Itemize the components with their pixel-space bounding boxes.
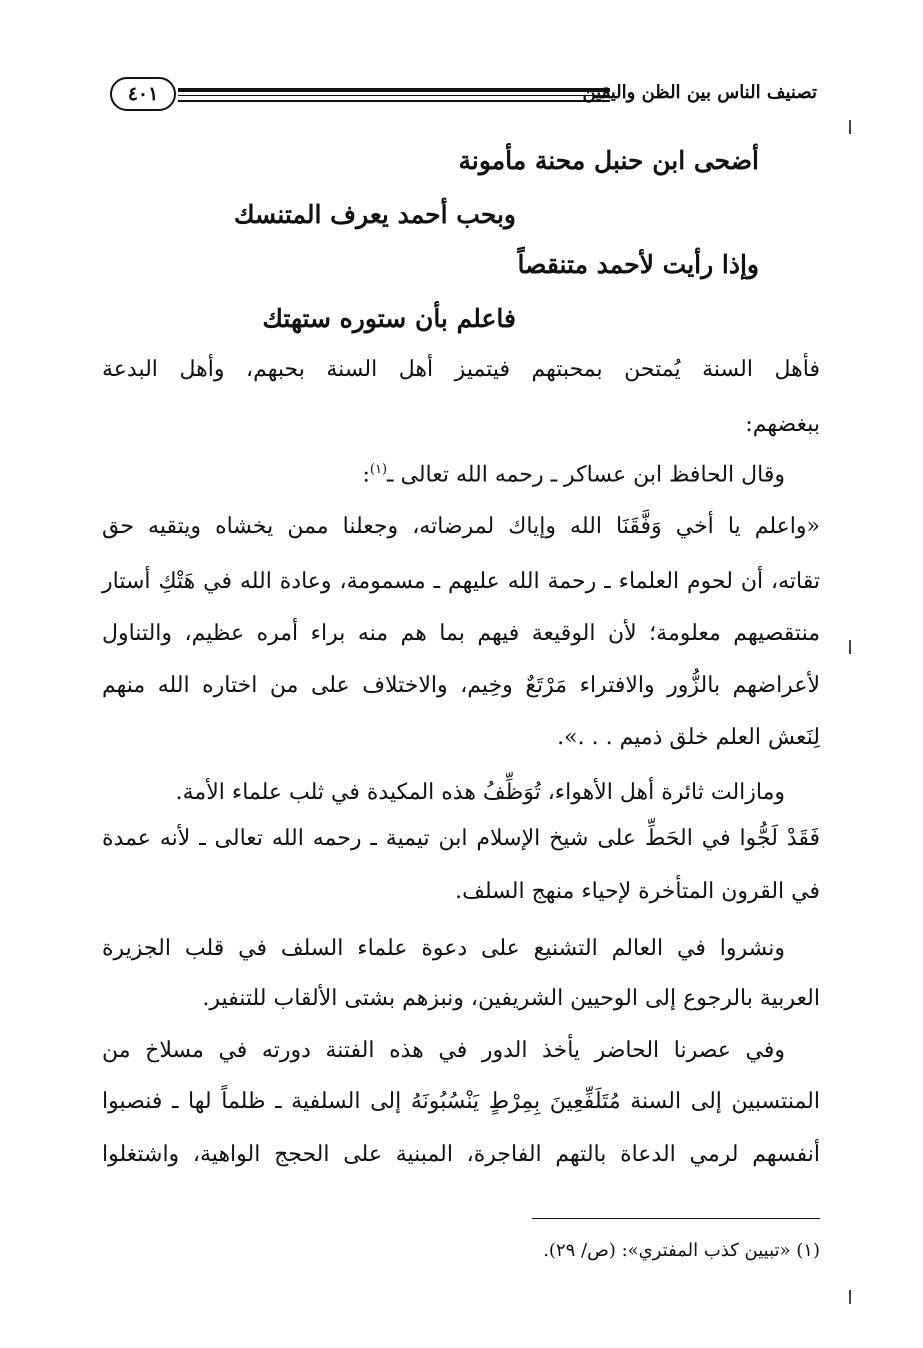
- paragraph-line: في القرون المتأخرة لإحياء منهج السلف.: [455, 879, 820, 904]
- paragraph-line: تقاته، أن لحوم العلماء ـ رحمة الله عليهم ـ مسمومة، وعادة الله في هَتْكِ أستار: [102, 569, 820, 594]
- poem-line: أضحى ابن حنبل محنة مأمونة: [458, 146, 759, 175]
- running-header-title: تصنيف الناس بين الظن واليقين: [582, 82, 817, 103]
- footnote-separator: [532, 1218, 820, 1219]
- paragraph-line: ببغضهم:: [745, 412, 820, 437]
- poem-line: وإذا رأيت لأحمد متنقصاً: [517, 250, 759, 279]
- paragraph-line: وفي عصرنا الحاضر يأخذ الدور في هذه الفتنة دورته في مسلاخ من: [102, 1038, 785, 1063]
- scan-edge-mark: [849, 120, 851, 134]
- paragraph-line: منتقصيهم معلومة؛ لأن الوقيعة فيهم بما هم منه براء أمره عظيم، والتناول: [102, 621, 820, 646]
- paragraph-line: ونشروا في العالم التشنيع على دعوة علماء السلف في قلب الجزيرة: [102, 936, 785, 961]
- paragraph-line: أنفسهم لرمي الدعاة بالتهم الفاجرة، المبنية على الحجج الواهية، واشتغلوا: [102, 1142, 820, 1167]
- page-number: ٤٠١: [110, 77, 176, 111]
- paragraph-line: ومازالت ثائرة أهل الأهواء، تُوَظِّفُ هذه المكيدة في ثلب علماء الأمة.: [175, 780, 785, 805]
- paragraph-line: العربية بالرجوع إلى الوحيين الشريفين، ونبزهم بشتى الألقاب للتنفير.: [202, 986, 820, 1011]
- poem-line: فاعلم بأن ستوره ستهتك: [262, 304, 516, 333]
- footnote: (١) «تبيين كذب المفتري»: (ص/ ٢٩).: [543, 1240, 820, 1261]
- paragraph-line: وقال الحافظ ابن عساكر ـ رحمه الله تعالى ـ$^{(١)}$:: [362, 462, 785, 488]
- paragraph-line: لِنَعش العلم خلق ذميم . . .».: [557, 725, 820, 750]
- scan-edge-mark: [849, 640, 851, 654]
- paragraph-line: «واعلم يا أخي وَفَّقَنَا الله وإياك لمرضاته، وجعلنا ممن يخشاه ويتقيه حق: [102, 514, 820, 539]
- scan-edge-mark: [849, 1290, 851, 1304]
- paragraph-line: لأعراضهم بالزُّور والافتراء مَرْتَعٌ وخِيم، والاختلاف على من اختاره الله منهم: [102, 673, 820, 698]
- paragraph-line: المنتسبين إلى السنة مُتَلَفِّعِينَ بِمِرْطٍ يَنْسُبُونَهُ إلى السلفية ـ ظلماً لها ـ فنصبوا: [102, 1089, 820, 1114]
- footnote-marker: (١): [369, 462, 388, 477]
- header-rule: [178, 88, 610, 102]
- poem-line: وبحب أحمد يعرف المتنسك: [233, 200, 516, 229]
- paragraph-line: فأهل السنة يُمتحن بمحبتهم فيتميز أهل السنة بحبهم، وأهل البدعة: [102, 357, 820, 382]
- paragraph-line: فَقَدْ لَجُّوا في الحَطِّ على شيخ الإسلام ابن تيمية ـ رحمه الله تعالى ـ لأنه عمدة: [102, 826, 820, 851]
